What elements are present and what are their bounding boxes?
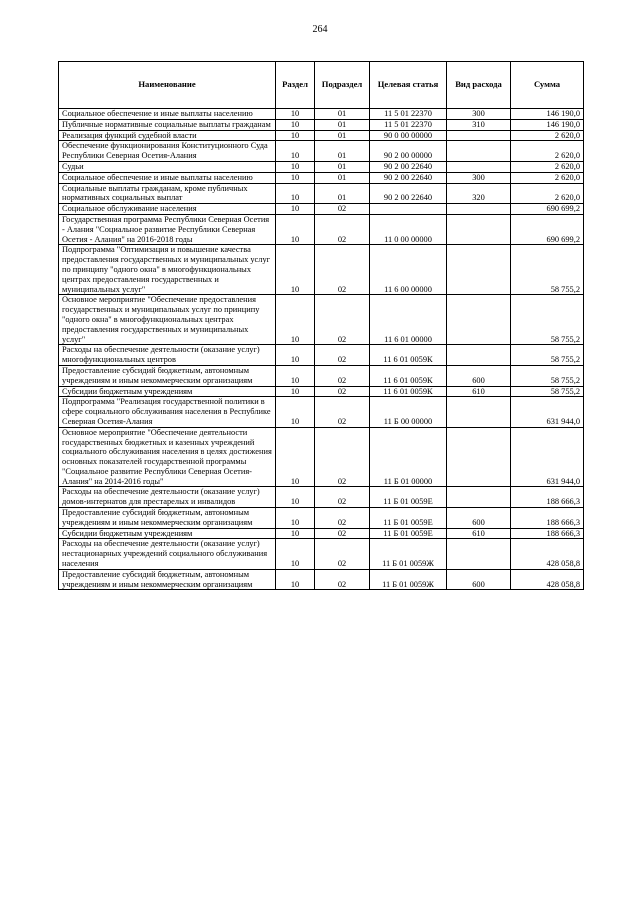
table-row <box>59 214 584 244</box>
cell-name: Предоставление субсидий бюджетным, автономным учреждениям и иным некоммерческим организациям <box>59 569 276 590</box>
cell-name: Социальные выплаты гражданам, кроме публичных нормативных социальных выплат <box>59 183 276 204</box>
cell-type <box>447 295 511 345</box>
cell-subsection: 01 <box>315 172 370 183</box>
cell-target: 11 5 01 22370 <box>370 109 447 120</box>
cell-target: 11 Б 00 00000 <box>370 397 447 427</box>
cell-name: Расходы на обеспечение деятельности (оказание услуг) нестационарных учреждений социального обслуживания населения <box>59 539 276 569</box>
cell-subsection: 02 <box>315 365 370 386</box>
cell-section: 10 <box>276 528 315 539</box>
cell-type <box>447 345 511 366</box>
table-row <box>59 109 584 120</box>
cell-name: Субсидии бюджетным учреждениям <box>59 386 276 397</box>
cell-target: 90 2 00 22640 <box>370 183 447 204</box>
page-number: 264 <box>312 24 328 35</box>
cell-subsection: 01 <box>315 183 370 204</box>
cell-name: Судьи <box>59 161 276 172</box>
cell-type <box>447 204 511 215</box>
cell-subsection: 02 <box>315 487 370 508</box>
cell-type: 300 <box>447 109 511 120</box>
cell-subsection: 02 <box>315 427 370 487</box>
cell-sum: 690 699,2 <box>511 204 584 215</box>
cell-sum: 188 666,3 <box>511 487 584 508</box>
cell-type <box>447 214 511 244</box>
cell-subsection: 02 <box>315 245 370 295</box>
cell-sum: 428 058,8 <box>511 569 584 590</box>
cell-subsection: 02 <box>315 204 370 215</box>
cell-section: 10 <box>276 109 315 120</box>
cell-section: 10 <box>276 386 315 397</box>
cell-section: 10 <box>276 569 315 590</box>
header-name: Наименование <box>59 62 276 109</box>
cell-sum: 2 620,0 <box>511 172 584 183</box>
cell-name: Расходы на обеспечение деятельности (оказание услуг) домов-интернатов для престарелых и инвалидов <box>59 487 276 508</box>
table-row <box>59 569 584 590</box>
cell-target <box>370 204 447 215</box>
cell-target: 11 Б 01 0059Ж <box>370 569 447 590</box>
cell-subsection: 02 <box>315 508 370 529</box>
cell-target: 11 6 00 00000 <box>370 245 447 295</box>
cell-subsection: 01 <box>315 161 370 172</box>
cell-subsection: 02 <box>315 539 370 569</box>
cell-section: 10 <box>276 119 315 130</box>
cell-section: 10 <box>276 130 315 141</box>
cell-sum: 428 058,8 <box>511 539 584 569</box>
cell-sum: 690 699,2 <box>511 214 584 244</box>
table-body <box>59 109 584 590</box>
cell-sum: 58 755,2 <box>511 345 584 366</box>
table-row <box>59 295 584 345</box>
cell-sum: 2 620,0 <box>511 161 584 172</box>
cell-target: 11 Б 01 0059Е <box>370 487 447 508</box>
cell-sum: 58 755,2 <box>511 386 584 397</box>
cell-section: 10 <box>276 161 315 172</box>
budget-table <box>58 61 584 590</box>
cell-name: Социальное обслуживание населения <box>59 204 276 215</box>
table-row <box>59 119 584 130</box>
cell-subsection: 01 <box>315 141 370 162</box>
cell-type: 600 <box>447 508 511 529</box>
cell-section: 10 <box>276 397 315 427</box>
cell-sum: 631 944,0 <box>511 397 584 427</box>
cell-subsection: 02 <box>315 569 370 590</box>
header-subsection: Подраздел <box>315 62 370 109</box>
cell-subsection: 02 <box>315 214 370 244</box>
cell-type: 600 <box>447 569 511 590</box>
cell-section: 10 <box>276 295 315 345</box>
cell-type <box>447 161 511 172</box>
header-section: Раздел <box>276 62 315 109</box>
cell-type <box>447 487 511 508</box>
table-row <box>59 161 584 172</box>
cell-sum: 58 755,2 <box>511 295 584 345</box>
table-header <box>59 62 584 109</box>
cell-sum: 2 620,0 <box>511 141 584 162</box>
cell-sum: 631 944,0 <box>511 427 584 487</box>
cell-subsection: 02 <box>315 345 370 366</box>
cell-name: Основное мероприятие "Обеспечение предоставления государственных и муниципальных услуг по принципу "одного окна" в многофункциональных центрах предоставления государственных и муниципальных услуг" <box>59 295 276 345</box>
cell-name: Обеспечение функционирования Конституционного Суда Республики Северная Осетия-Алания <box>59 141 276 162</box>
cell-target: 11 Б 01 00000 <box>370 427 447 487</box>
table-row <box>59 183 584 204</box>
table-row <box>59 141 584 162</box>
cell-name: Субсидии бюджетным учреждениям <box>59 528 276 539</box>
table-row <box>59 508 584 529</box>
cell-target: 11 6 01 0059К <box>370 386 447 397</box>
cell-type: 310 <box>447 119 511 130</box>
cell-name: Подпрограмма "Реализация государственной политики в сфере социального обслуживания населения в Республике Северная Осетия-Алания <box>59 397 276 427</box>
cell-target: 11 6 01 0059К <box>370 345 447 366</box>
cell-subsection: 02 <box>315 295 370 345</box>
cell-section: 10 <box>276 214 315 244</box>
cell-type <box>447 427 511 487</box>
cell-type: 600 <box>447 365 511 386</box>
cell-subsection: 02 <box>315 397 370 427</box>
cell-target: 11 0 00 00000 <box>370 214 447 244</box>
cell-name: Предоставление субсидий бюджетным, автономным учреждениям и иным некоммерческим организациям <box>59 365 276 386</box>
cell-type <box>447 130 511 141</box>
cell-type <box>447 245 511 295</box>
cell-target: 11 Б 01 0059Ж <box>370 539 447 569</box>
cell-section: 10 <box>276 365 315 386</box>
cell-type <box>447 141 511 162</box>
cell-name: Государственная программа Республики Северная Осетия - Алания "Социальное развитие Республики Северная Осетия - Алания" на 2016-2018 годы <box>59 214 276 244</box>
cell-section: 10 <box>276 141 315 162</box>
cell-target: 11 6 01 00000 <box>370 295 447 345</box>
cell-section: 10 <box>276 245 315 295</box>
cell-name: Предоставление субсидий бюджетным, автономным учреждениям и иным некоммерческим организациям <box>59 508 276 529</box>
cell-section: 10 <box>276 487 315 508</box>
cell-name: Реализация функций судебной власти <box>59 130 276 141</box>
header-target: Целевая статья <box>370 62 447 109</box>
cell-sum: 188 666,3 <box>511 508 584 529</box>
table-row <box>59 397 584 427</box>
cell-type <box>447 397 511 427</box>
cell-type <box>447 539 511 569</box>
cell-sum: 146 190,0 <box>511 109 584 120</box>
cell-section: 10 <box>276 427 315 487</box>
cell-sum: 188 666,3 <box>511 528 584 539</box>
cell-target: 11 Б 01 0059Е <box>370 528 447 539</box>
cell-sum: 146 190,0 <box>511 119 584 130</box>
cell-section: 10 <box>276 345 315 366</box>
cell-sum: 58 755,2 <box>511 365 584 386</box>
header-type: Вид расхода <box>447 62 511 109</box>
cell-type: 320 <box>447 183 511 204</box>
table-row <box>59 245 584 295</box>
table-row <box>59 130 584 141</box>
cell-name: Подпрограмма "Оптимизация и повышение качества предоставления государственных и муниципальных услуг по принципу "одного окна" в многофункциональных центрах предоставления государственных и муниципальных услуг" <box>59 245 276 295</box>
cell-section: 10 <box>276 539 315 569</box>
table-row <box>59 345 584 366</box>
table-row <box>59 172 584 183</box>
cell-name: Социальное обеспечение и иные выплаты населению <box>59 172 276 183</box>
cell-target: 90 2 00 00000 <box>370 141 447 162</box>
cell-subsection: 01 <box>315 130 370 141</box>
cell-target: 11 Б 01 0059Е <box>370 508 447 529</box>
cell-section: 10 <box>276 204 315 215</box>
cell-subsection: 02 <box>315 528 370 539</box>
table-row <box>59 487 584 508</box>
cell-sum: 2 620,0 <box>511 183 584 204</box>
cell-target: 11 5 01 22370 <box>370 119 447 130</box>
cell-target: 90 2 00 22640 <box>370 172 447 183</box>
table-row <box>59 386 584 397</box>
cell-target: 90 0 00 00000 <box>370 130 447 141</box>
cell-type: 300 <box>447 172 511 183</box>
cell-name: Расходы на обеспечение деятельности (оказание услуг) многофункциональных центров <box>59 345 276 366</box>
cell-section: 10 <box>276 172 315 183</box>
table-row <box>59 427 584 487</box>
cell-section: 10 <box>276 508 315 529</box>
cell-target: 90 2 00 22640 <box>370 161 447 172</box>
table-row <box>59 539 584 569</box>
cell-type: 610 <box>447 528 511 539</box>
table-row <box>59 528 584 539</box>
cell-subsection: 02 <box>315 386 370 397</box>
cell-type: 610 <box>447 386 511 397</box>
cell-subsection: 01 <box>315 109 370 120</box>
cell-name: Социальное обеспечение и иные выплаты населению <box>59 109 276 120</box>
cell-name: Основное мероприятие "Обеспечение деятельности государственных бюджетных и казенных учреждений социального обслуживания населения в целях достижения основных показателей государственной программы "Социальное развитие Республики Северная Осетия-Алания" на 2014-2016 годы" <box>59 427 276 487</box>
table-row <box>59 204 584 215</box>
cell-target: 11 6 01 0059К <box>370 365 447 386</box>
cell-name: Публичные нормативные социальные выплаты гражданам <box>59 119 276 130</box>
cell-sum: 58 755,2 <box>511 245 584 295</box>
cell-subsection: 01 <box>315 119 370 130</box>
cell-sum: 2 620,0 <box>511 130 584 141</box>
cell-section: 10 <box>276 183 315 204</box>
table-row <box>59 365 584 386</box>
header-sum: Сумма <box>511 62 584 109</box>
